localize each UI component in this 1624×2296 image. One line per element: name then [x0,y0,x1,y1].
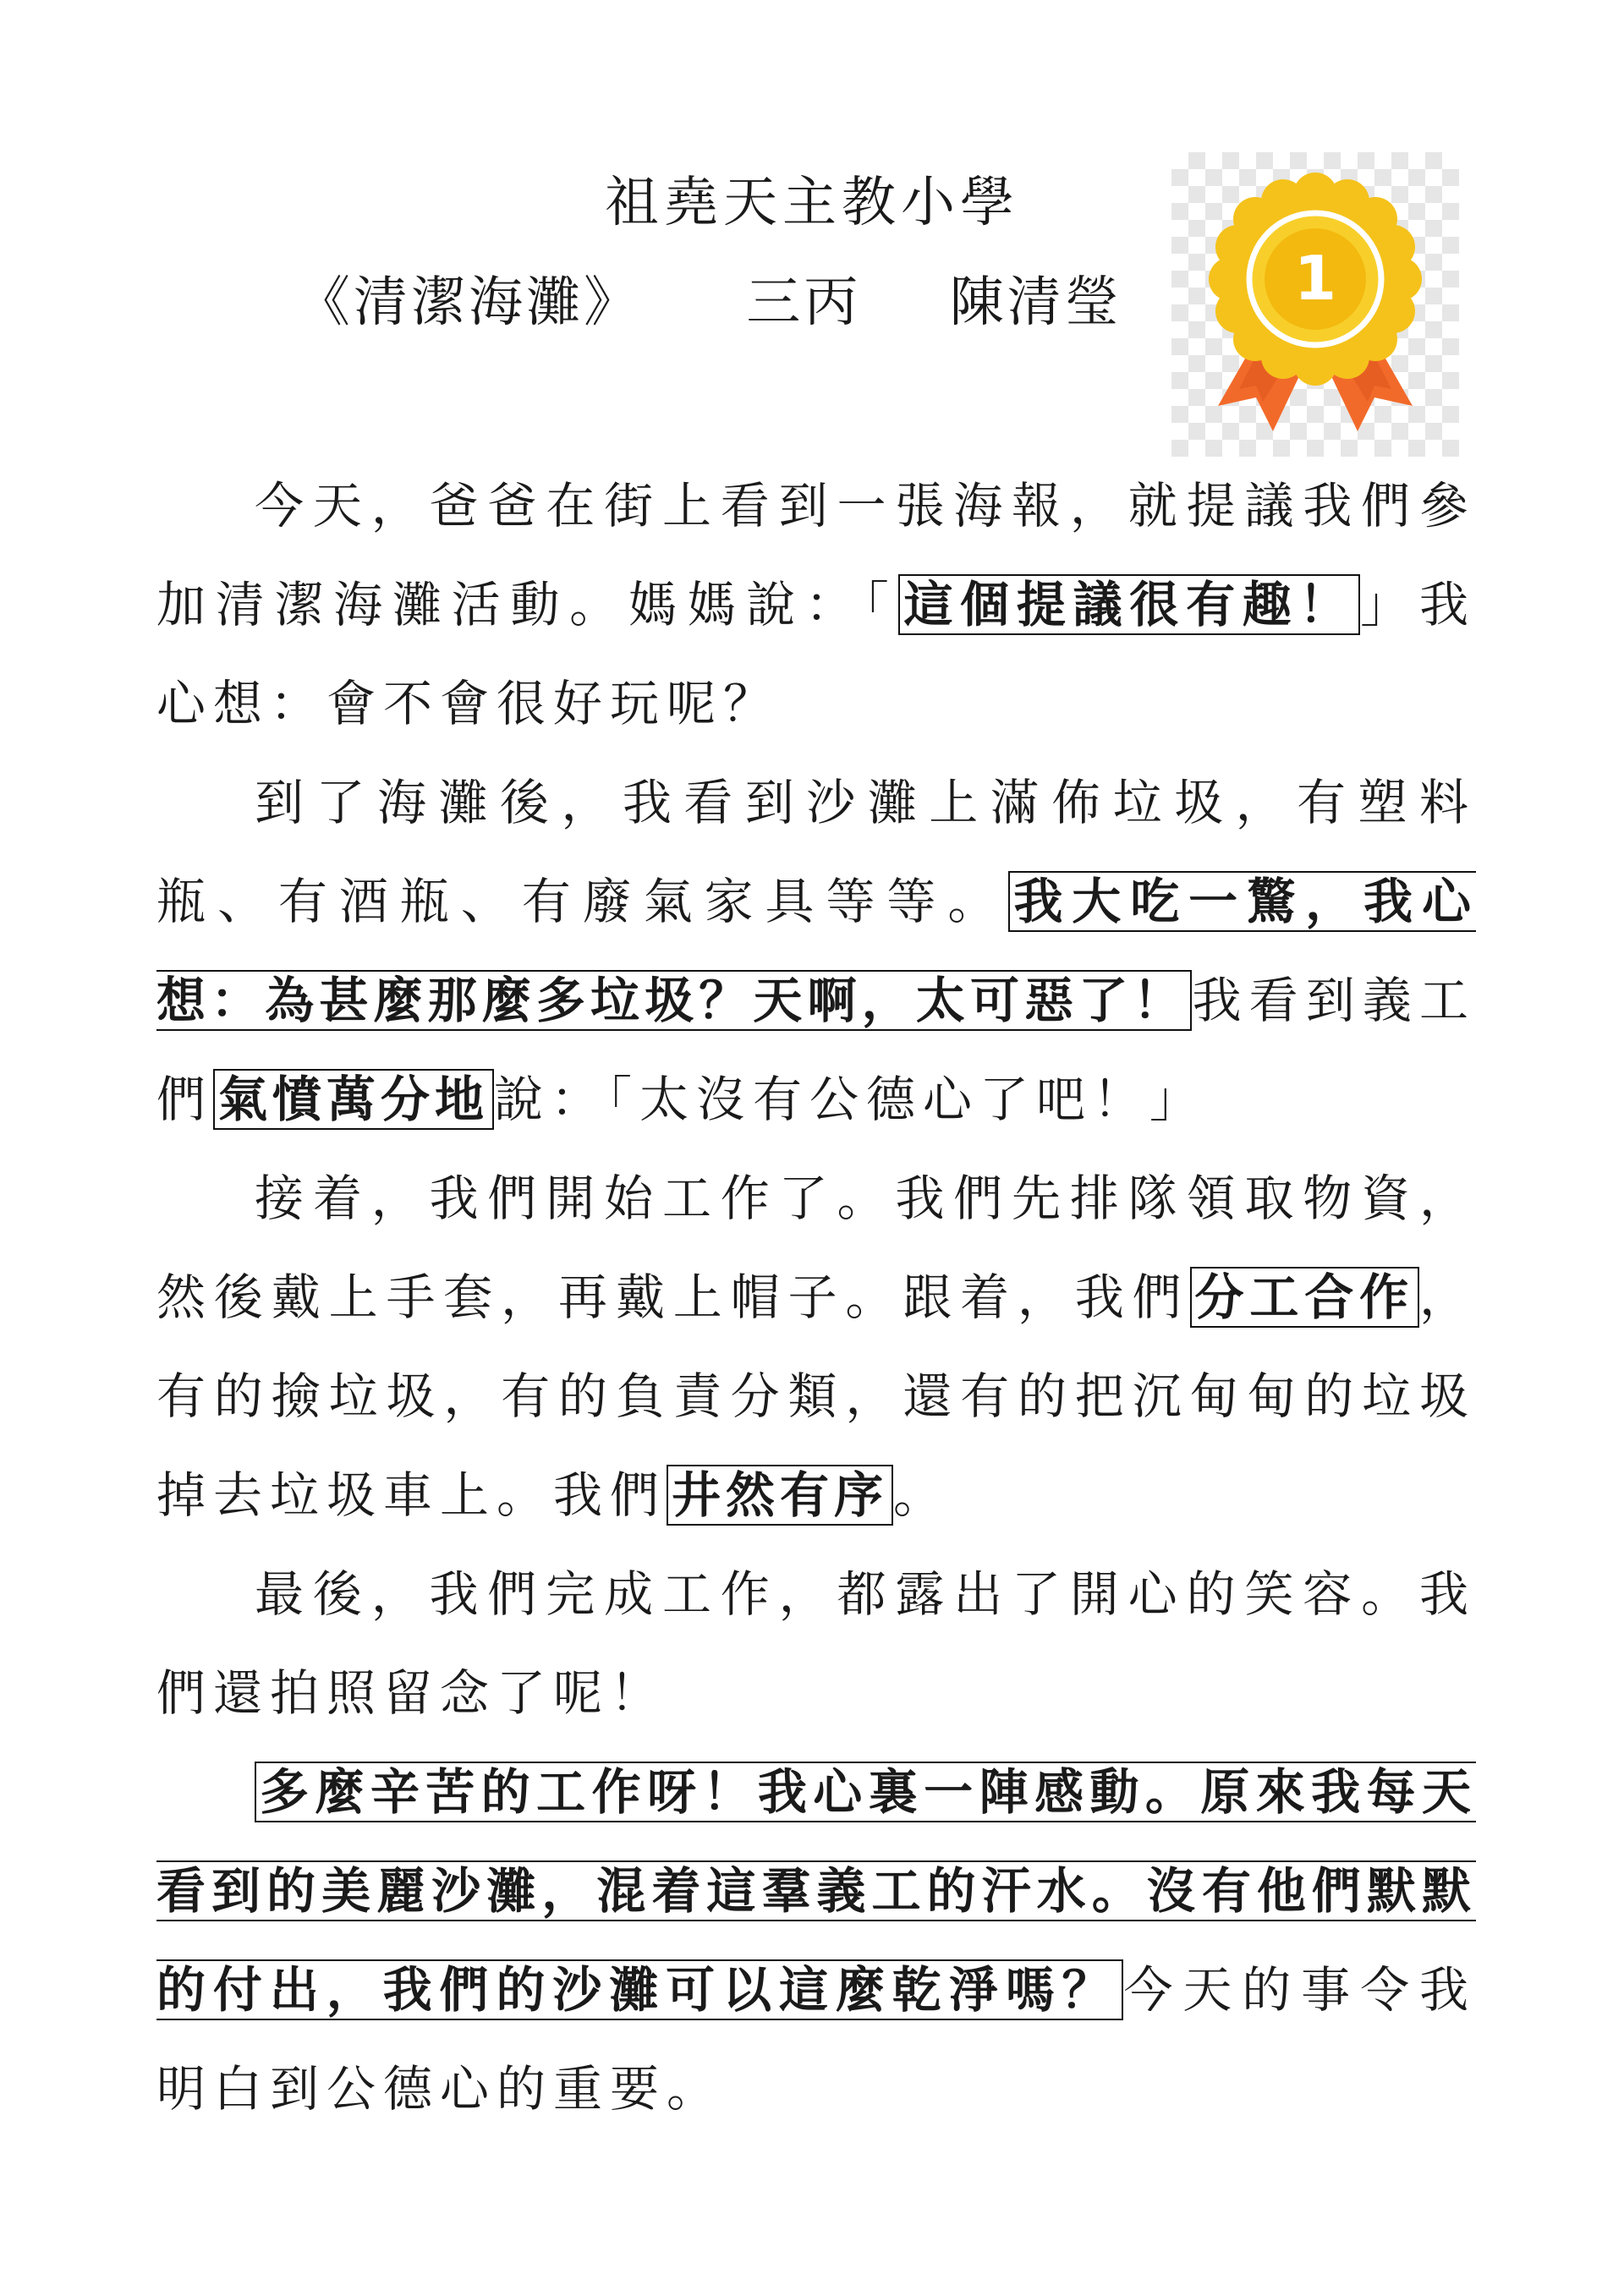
medal-number: 1 [1293,243,1337,314]
medal-body [1209,173,1422,386]
essay-paragraph [156,1545,1476,1743]
essay-header [296,269,1122,337]
gold-medal-icon [1171,152,1459,457]
medal-graphic [1171,152,1459,457]
paragraph-text: 今天的事令我明白到公德心的重要。 [156,1961,1476,2118]
school-name: 祖堯天主教小學 [605,172,1019,234]
paragraph-text: 接着，我們開始工作了。我們先排隊領取物資，然後戴上手套，再戴上帽子。跟着，我們 [156,1170,1476,1326]
highlighted-phrase: 井然有序 [667,1465,893,1526]
paragraph-text: 最後，我們完成工作，都露出了開心的笑容。我們還拍照留念了呢！ [156,1565,1476,1722]
highlighted-phrase: 這個提議很有趣！ [898,574,1360,635]
paragraph-text: 今天，爸爸在街上看到一張海報，就提議我們參加清潔海灘活動。媽媽說：「 [156,477,1476,633]
paragraph-text: 說：「太沒有公德心了吧！」 [494,1071,1207,1128]
highlighted-phrase: 我大吃一驚，我心想：為甚麼那麼多垃圾？天啊，太可惡了！ [156,873,1476,1029]
essay-title: 《清潔海灘》 [296,271,641,334]
essay-paragraph [156,457,1476,753]
essay-body [156,457,1476,2139]
paragraph-text: ，有的撿垃圾，有的負責分類，還有的把沉甸甸的垃圾掉去垃圾車上。我們 [156,1269,1476,1524]
highlighted-phrase: 氣憤萬分地 [213,1069,494,1130]
highlighted-phrase: 分工合作 [1190,1267,1419,1328]
student-class: 三丙 [746,271,862,334]
highlighted-phrase: 多麼辛苦的工作呀！我心裏一陣感動。原來我每天看到的美麗沙灘，混着這羣義工的汗水。沒有他們默默的付出，我們的沙灘可以這麼乾淨嗎？ [156,1763,1476,2019]
essay-paragraph [156,1149,1476,1545]
paragraph-text: 我看到義工們 [156,972,1476,1128]
paragraph-text: 」我心想：會不會很好玩呢？ [156,576,1476,732]
paragraph-text: 。 [893,1466,951,1524]
student-name: 陳清瑩 [949,271,1122,334]
essay-paragraph [156,753,1476,1149]
paragraph-text: 到了海灘後，我看到沙灘上滿佈垃圾，有塑料瓶、有酒瓶、有廢氣家具等等。 [156,774,1476,930]
essay-paragraph [156,1743,1476,2139]
